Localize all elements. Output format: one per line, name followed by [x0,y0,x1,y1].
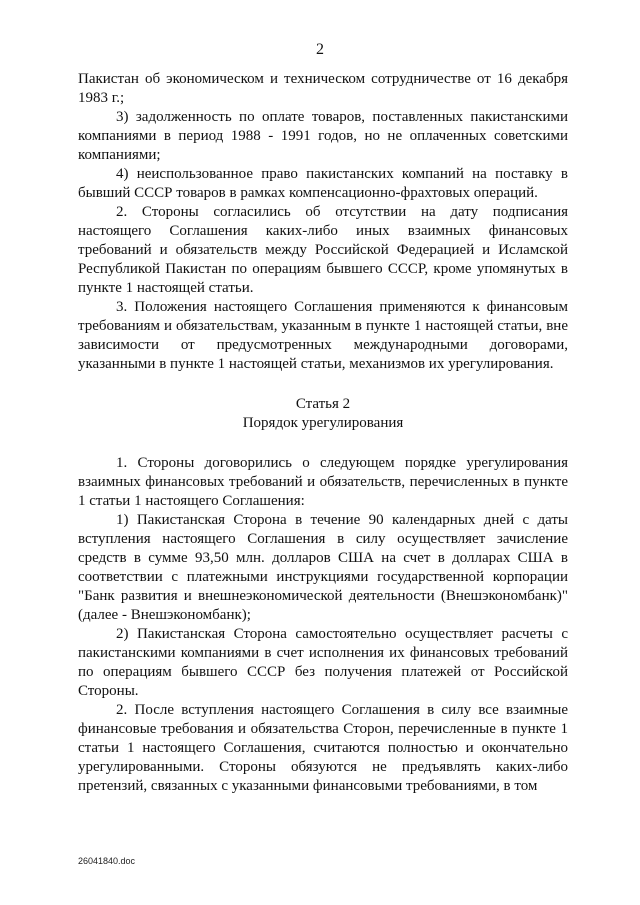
paragraph: 3. Положения настоящего Соглашения применяются к финансовым требованиям и обязательствам, указанным в пункте 1 настоящей статьи, вне зависимости от предусмотренных международными договорами, указанными в пункте 1 настоящей статьи, механизмов их урегулирования. [78,299,568,372]
footer-filename: 26041840.doc [78,856,136,866]
paragraphs-bottom [78,454,568,796]
paragraph: 3) задолженность по оплате товаров, поставленных пакистанскими компаниями в период 1988 - 1991 годов, но не оплаченных советскими компаниями; [78,109,568,163]
paragraph: 4) неиспользованное право пакистанских компаний на поставку в бывший СССР товаров в рамках компенсационно-фрахтовых операций. [78,166,568,201]
paragraph: Пакистан об экономическом и техническом сотрудничестве от 16 декабря 1983 г.; [78,71,568,106]
paragraph: 2. После вступления настоящего Соглашения в силу все взаимные финансовые требования и обязательства Сторон, перечисленные в пункте 1 статьи 1 настоящего Соглашения, считаются полностью и окончательно урегулированными. Стороны обязуются не предъявлять каких-либо претензий, связанных с указанными финансовыми требованиями, в том [78,702,568,794]
paragraph: 2. Стороны согласились об отсутствии на дату подписания настоящего Соглашения каких-либо иных взаимных финансовых требований и обязательств между Российской Федерацией и Исламской Республикой Пакистан по операциям бывшего СССР, кроме упомянутых в пункте 1 настоящей статьи. [78,204,568,296]
article-title: Порядок урегулирования [242,415,404,431]
paragraph: 1) Пакистанская Сторона в течение 90 календарных дней с даты вступления настоящего Соглашения в силу осуществляет зачисление средств в сумме 93,50 млн. долларов США на счет в долларах США в соответствии с платежными инструкциями государственной корпорации "Банк развития и внешнеэкономической деятельности (Внешэкономбанк)" (далее - Внешэкономбанк); [78,512,568,623]
page-number: 2 [316,41,324,58]
document-body [78,70,568,796]
paragraph: 2) Пакистанская Сторона самостоятельно осуществляет расчеты с пакистанскими компаниями в счет исполнения их финансовых требований по операциям бывшего СССР без получения платежей от Российской Стороны. [78,626,568,699]
paragraphs-top [78,70,568,374]
article-number: Статья 2 [295,396,351,412]
article-heading [78,395,568,433]
paragraph: 1. Стороны договорились о следующем порядке урегулирования взаимных финансовых требований и обязательств, перечисленных в пункте 1 статьи 1 настоящего Соглашения: [78,455,568,509]
